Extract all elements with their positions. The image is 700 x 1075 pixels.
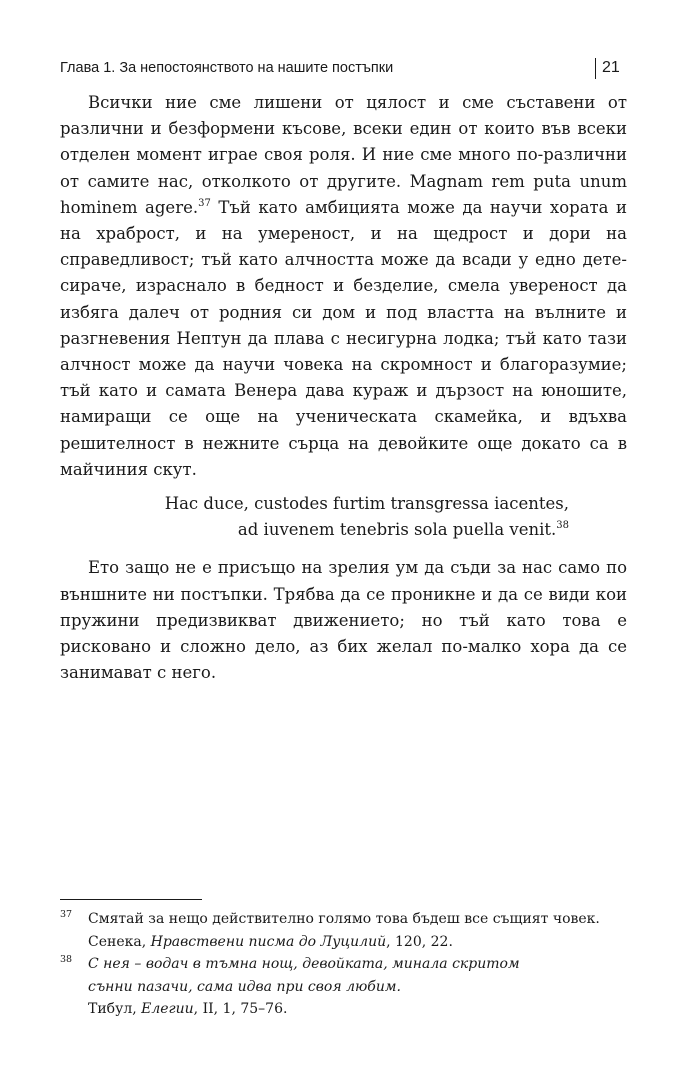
paragraph-2 — [60, 555, 627, 686]
footnote-38-line-2: сънни пазачи, сама идва при своя любим. — [88, 978, 401, 995]
footnote-38-line-1: С нея – водач в тъмна нощ, девойката, минала скритом — [88, 956, 520, 972]
verse-line-1: Hac duce, custodes furtim transgressa iacentes, — [164, 494, 569, 514]
running-header — [60, 58, 627, 80]
footnote-ref-37: 37 — [198, 197, 211, 209]
paragraph-2-text: Ето защо не е присъщо на зрелия ум да съди за нас само по външните ни постъпки. Трябва да се проникне и да се види кои пружини предизвикват движението; но тъй като това е рисковано и сложно дело, аз бих желал по-малко хора да се занимават с него. — [60, 558, 627, 683]
page-number: 21 — [602, 59, 620, 76]
footnote-38-line-3 — [88, 998, 627, 1021]
chapter-title: Глава 1. За непостоянството на нашите постъпки — [60, 60, 394, 76]
footnote-37-locator: , 120, 22. — [386, 933, 453, 950]
footnote-number: 37 — [60, 909, 73, 920]
footnote-38-author: Тибул, — [88, 1001, 142, 1017]
main-text — [60, 90, 627, 686]
footnote-divider — [60, 899, 202, 900]
footnote-38-work: Елегии — [141, 1001, 194, 1017]
footnote-ref-38: 38 — [556, 520, 569, 532]
verse-line-2-text: ad iuvenem tenebris sola puella venit. — [237, 520, 557, 540]
footnote-37 — [60, 908, 627, 953]
footnote-38-locator: , II, 1, 75–76. — [193, 1001, 288, 1017]
footnote-37-line-2 — [88, 931, 627, 954]
paragraph-1 — [60, 90, 627, 483]
footnote-number: 38 — [60, 954, 73, 965]
footnotes — [60, 908, 627, 1021]
footnote-37-line-1: Смятай за нещо действително голямо това бъдеш все същият човек. — [88, 911, 600, 927]
footnote-37-work: Нравствени писма до Луцилий — [150, 933, 387, 950]
verse-line-2 — [60, 517, 569, 543]
footnote-37-author: Сенека, — [88, 933, 151, 950]
header-separator — [595, 58, 596, 79]
paragraph-1-text-b: Тъй като амбицията може да научи хората и на храброст, и на умереност, и на щедрост и дори на справедливост; тъй като алчността може да всади у едно дете-сираче, израснало в бедност и безделие, смела увереност да избяга далеч от родния си дом и под властта на вълните и разгневения Нептун да плава с несигурна лодка; тъй като тази алчност може да научи човека на скромност и благоразумие; тъй като и самата Венера дава кураж и дързост на юношите, намиращи се още на ученическата скамейка, и вдъхва решителност в нежните сърца на девойките още докато са в майчиния скут. — [60, 197, 628, 479]
latin-verse — [60, 491, 627, 543]
footnote-38 — [60, 953, 627, 1021]
paragraph-1-text-a: Всички ние сме лишени от цялост и сме съставени от различни и безформени късове, всеки един от които във всеки отделен момент играе своя роля. И ние сме много по-различни от самите нас, отколкото от другите. Magnam rem puta unum hominem agere. — [60, 93, 627, 217]
